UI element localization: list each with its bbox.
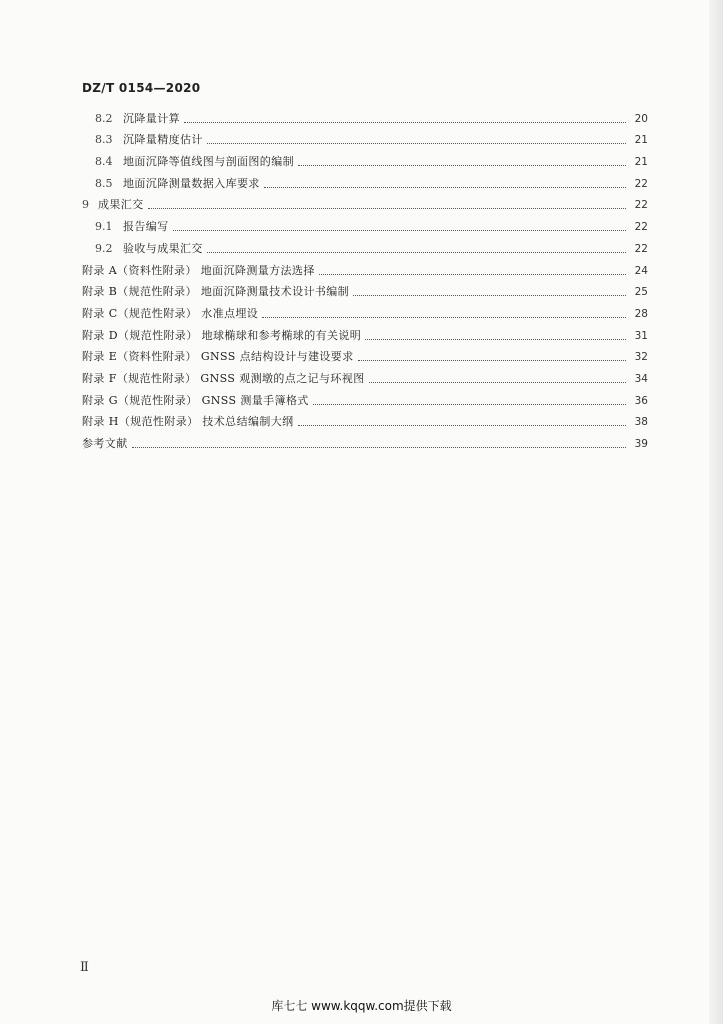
- toc-dot-leader: [298, 425, 626, 426]
- toc-entry-page: 31: [634, 329, 648, 342]
- toc-entry-page: 32: [634, 351, 648, 364]
- toc-dot-leader: [313, 404, 626, 405]
- toc-entry: [82, 408, 648, 430]
- toc-entry-number: 8.5: [95, 176, 113, 190]
- toc-entry: [82, 126, 648, 148]
- toc-dot-leader: [365, 339, 626, 340]
- table-of-contents: [82, 104, 648, 451]
- toc-entry: [82, 386, 648, 408]
- toc-entry: [82, 104, 648, 126]
- page-number: Ⅱ: [80, 960, 88, 975]
- toc-dot-leader: [353, 295, 626, 296]
- toc-entry-title: 报告编写: [123, 220, 169, 234]
- toc-entry-page: 24: [634, 264, 648, 277]
- toc-entry: [82, 364, 648, 386]
- toc-entry-title: 成果汇交: [98, 198, 144, 212]
- toc-entry-page: 21: [634, 156, 648, 169]
- toc-entry-page: 22: [634, 242, 648, 255]
- toc-entry: [82, 278, 648, 300]
- toc-dot-leader: [298, 165, 626, 166]
- toc-dot-leader: [207, 252, 626, 253]
- toc-entry-page: 22: [634, 177, 648, 190]
- toc-entry: [82, 147, 648, 169]
- toc-entry-title: 附录 H（规范性附录） 技术总结编制大纲: [82, 415, 294, 429]
- page-edge-shadow: [709, 0, 723, 1024]
- toc-entry: [82, 234, 648, 256]
- toc-entry-title: 附录 C（规范性附录） 水准点埋设: [82, 306, 259, 320]
- toc-entry-title: 验收与成果汇交: [123, 241, 203, 255]
- toc-entry-number: 8.2: [95, 111, 113, 125]
- toc-dot-leader: [184, 122, 626, 123]
- toc-dot-leader: [173, 230, 626, 231]
- toc-entry: [82, 343, 648, 365]
- toc-entry-title: 参考文献: [82, 437, 128, 450]
- toc-entry-page: 38: [634, 416, 648, 429]
- toc-entry-title: 地面沉降测量数据入库要求: [123, 176, 260, 190]
- toc-entry-page: 22: [634, 221, 648, 234]
- toc-entry-number: 9: [82, 198, 89, 212]
- toc-entry-page: 25: [634, 286, 648, 299]
- toc-entry-title: 地面沉降等值线图与剖面图的编制: [123, 155, 294, 169]
- toc-dot-leader: [319, 274, 626, 275]
- toc-entry: [82, 429, 648, 451]
- toc-entry-page: 39: [634, 438, 648, 450]
- toc-entry: [82, 256, 648, 278]
- toc-entry-page: 22: [634, 199, 648, 212]
- toc-dot-leader: [132, 447, 626, 448]
- toc-entry-page: 36: [634, 394, 648, 407]
- toc-entry: [82, 169, 648, 191]
- standard-code-header: DZ/T 0154—2020: [82, 81, 201, 95]
- download-watermark: 库七七 www.kqqw.com提供下载: [271, 999, 452, 1013]
- toc-entry-number: 9.1: [95, 220, 113, 234]
- toc-entry-title: 附录 G（规范性附录） GNSS 测量手簿格式: [82, 393, 309, 407]
- toc-entry-title: 附录 B（规范性附录） 地面沉降测量技术设计书编制: [82, 285, 350, 299]
- toc-entry-title: 沉降量精度估计: [123, 133, 203, 147]
- toc-entry-title: 附录 D（规范性附录） 地球椭球和参考椭球的有关说明: [82, 328, 362, 342]
- toc-entry-number: 8.4: [95, 155, 113, 169]
- toc-entry-title: 沉降量计算: [123, 111, 180, 125]
- toc-dot-leader: [369, 382, 626, 383]
- toc-entry-number: 8.3: [95, 133, 113, 147]
- toc-entry-title: 附录 F（规范性附录） GNSS 观测墩的点之记与环视图: [82, 371, 365, 385]
- toc-entry-page: 21: [634, 134, 648, 147]
- toc-dot-leader: [207, 143, 626, 144]
- toc-entry-title: 附录 A（资料性附录） 地面沉降测量方法选择: [82, 263, 315, 277]
- toc-dot-leader: [358, 360, 626, 361]
- toc-dot-leader: [264, 187, 626, 188]
- toc-entry: [82, 191, 648, 213]
- toc-entry: [82, 299, 648, 321]
- toc-dot-leader: [148, 208, 626, 209]
- toc-entry-number: 9.2: [95, 241, 113, 255]
- toc-entry-page: 34: [634, 372, 648, 385]
- toc-entry-title: 附录 E（资料性附录） GNSS 点结构设计与建设要求: [82, 350, 354, 364]
- toc-entry: [82, 212, 648, 234]
- toc-dot-leader: [262, 317, 626, 318]
- toc-entry: [82, 321, 648, 343]
- toc-entry-page: 28: [634, 307, 648, 320]
- toc-entry-page: 20: [634, 112, 648, 125]
